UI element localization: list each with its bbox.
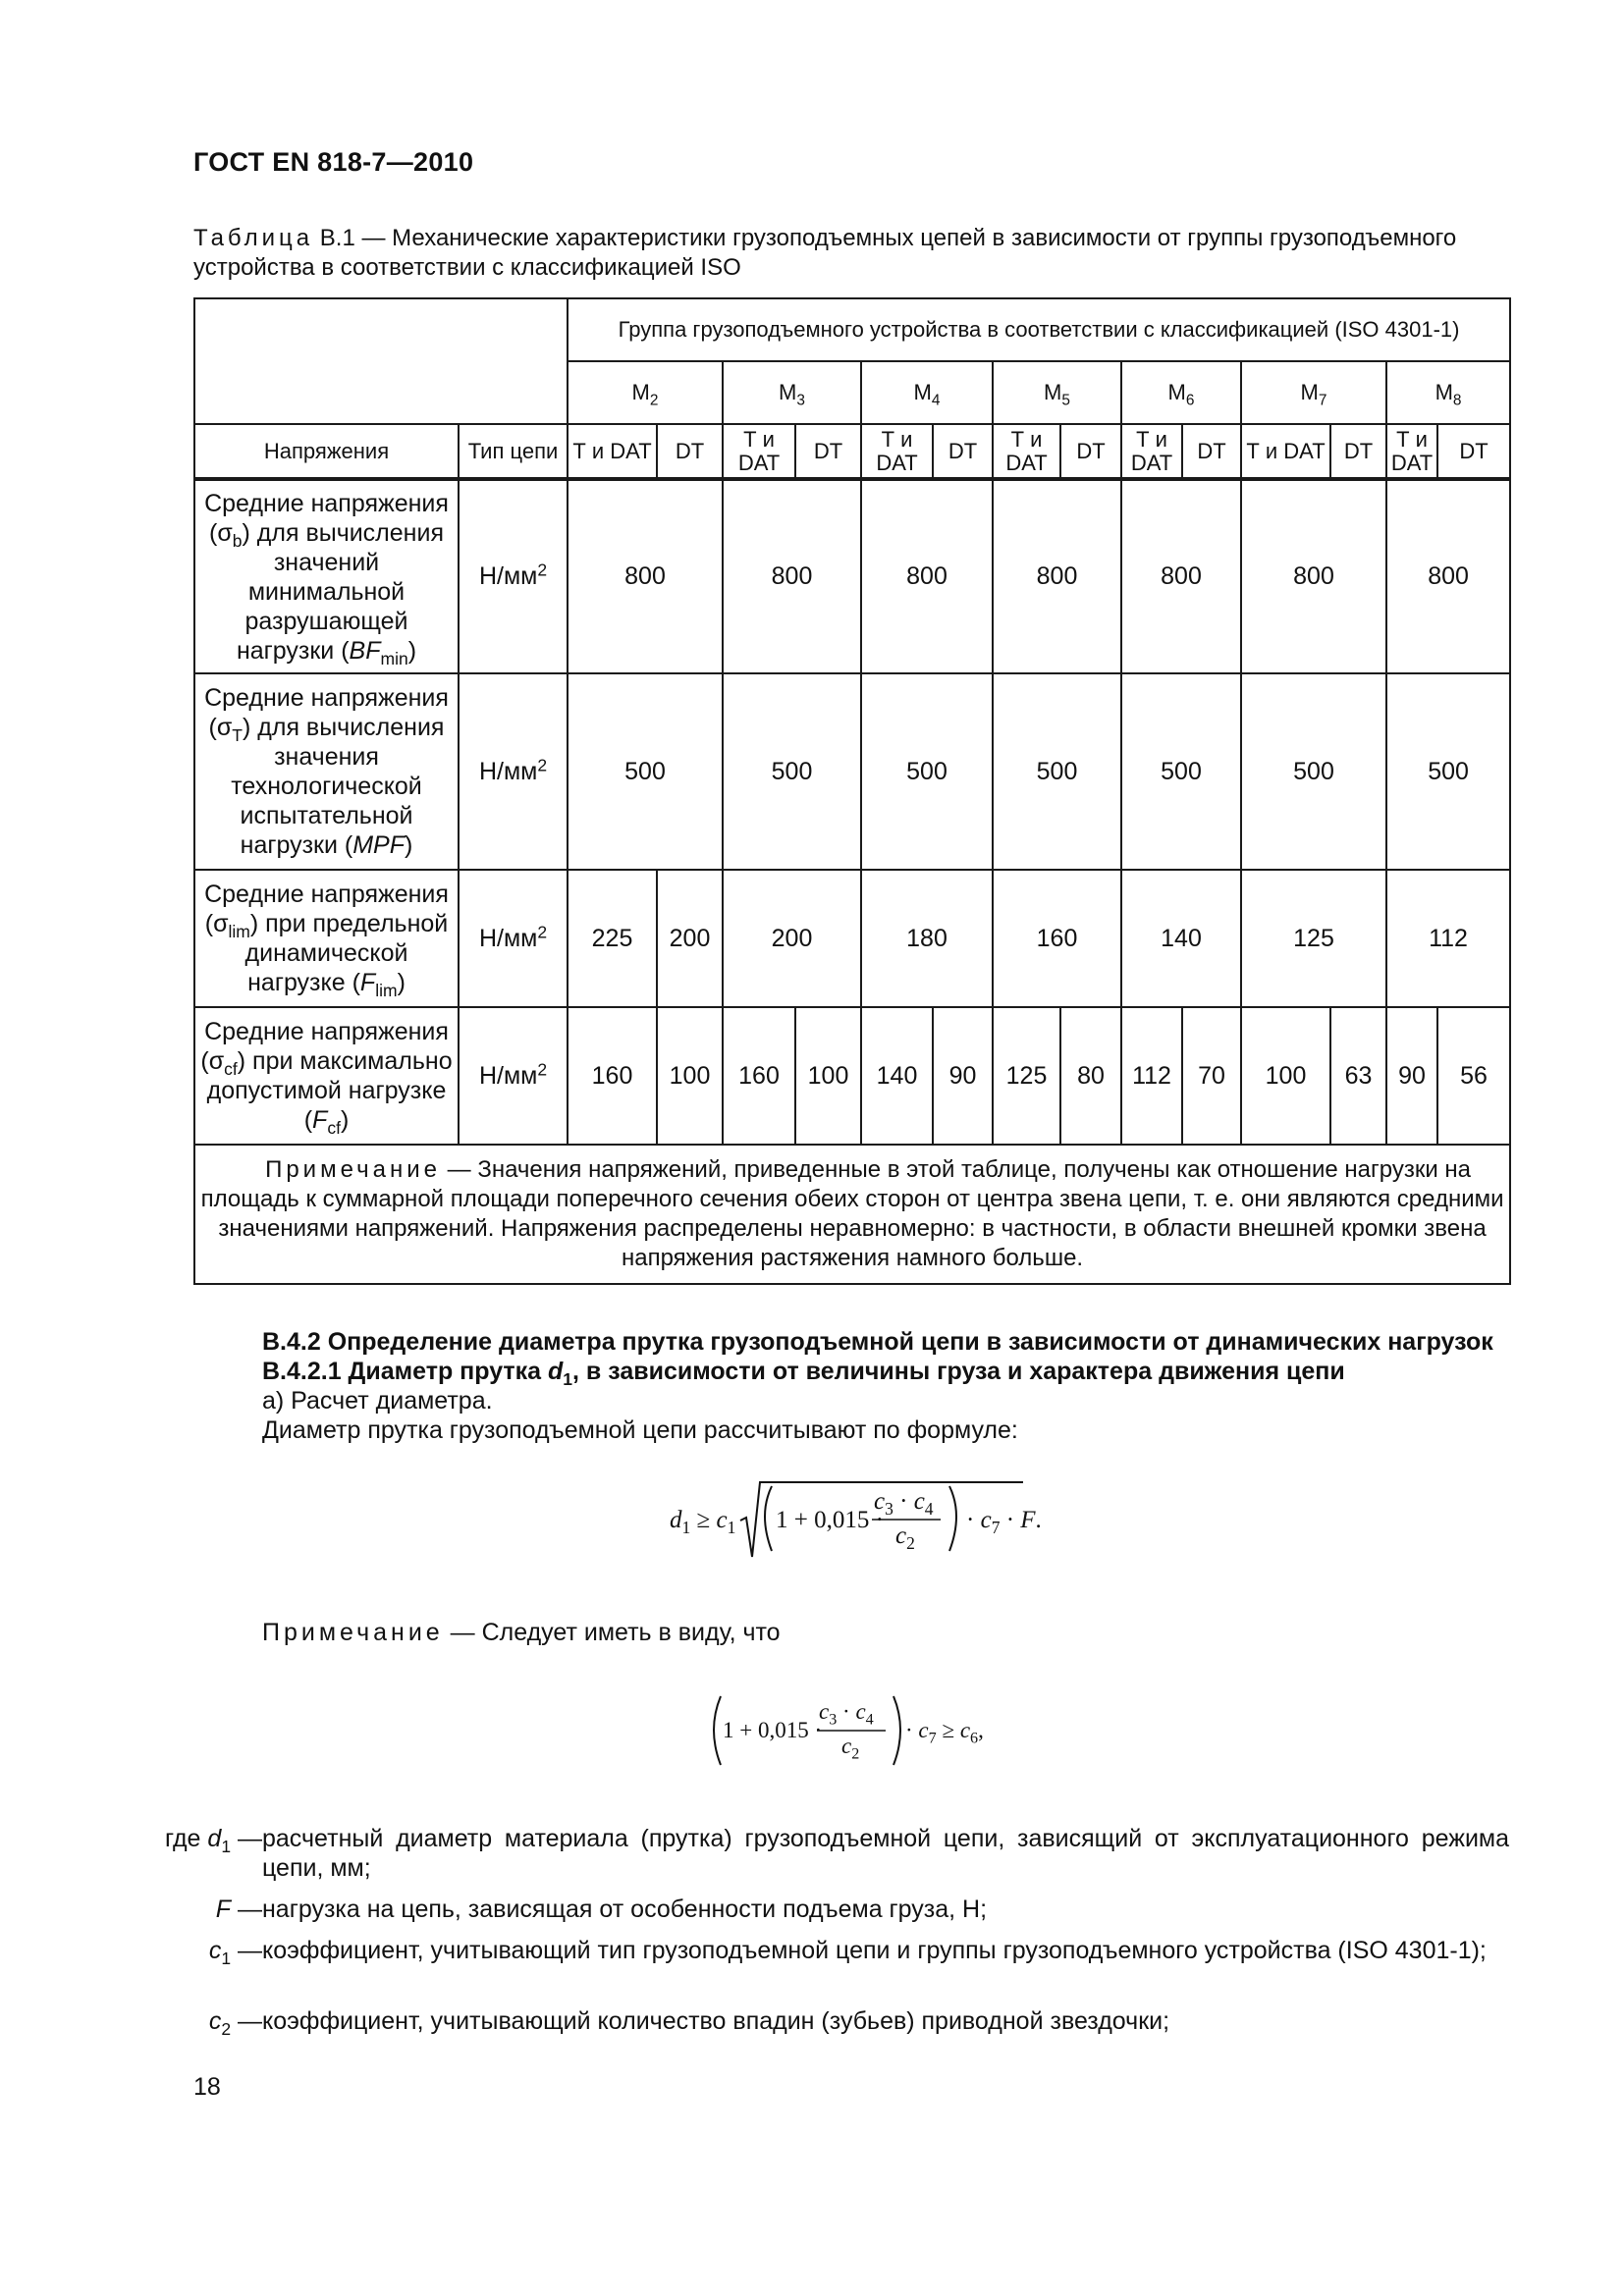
value-cell: 125 — [1241, 870, 1386, 1007]
stress-text: Средние напряжения (σ — [204, 684, 449, 741]
unit-cell — [459, 479, 568, 673]
stress-text: Средние напряжения (σ — [204, 881, 449, 937]
stress-text: ) — [397, 969, 406, 996]
stress-sub: cf — [224, 1059, 238, 1080]
dot-op: · — [842, 1699, 850, 1724]
stress-desc-mpf — [194, 673, 459, 870]
value-cell: 80 — [1060, 1007, 1121, 1145]
stress-table — [193, 297, 1511, 1285]
symbol-sub: 4 — [865, 1711, 874, 1729]
item-a: а) Расчет диаметра. — [262, 1387, 493, 1415]
group-m6 — [1121, 361, 1241, 424]
ge-sign: ≥ — [696, 1507, 711, 1533]
value-cell: 800 — [1386, 479, 1510, 673]
unit-text: Н/мм — [478, 924, 538, 952]
stress-symbol: F — [359, 969, 376, 996]
formula-numerator — [874, 1488, 934, 1520]
stress-desc-bf-min — [194, 479, 459, 673]
subhead-tdat: Т и DAT — [1241, 424, 1330, 479]
value-cell: 500 — [1121, 673, 1241, 870]
value-cell: 200 — [723, 870, 861, 1007]
definition-text: коэффициент, учитывающий тип грузоподъемной цепи и группы грузоподъемного устройства (ISO 4301-1); — [262, 1937, 1487, 1964]
definitions-list — [164, 1824, 1509, 2050]
group-index: 4 — [931, 392, 941, 409]
value-cell: 800 — [723, 479, 861, 673]
symbol: c — [208, 1937, 222, 1964]
formula-condition — [709, 1692, 1003, 1771]
group-index: 5 — [1061, 392, 1070, 409]
stress-text: ) — [407, 636, 417, 665]
symbol-c: c — [841, 1734, 852, 1758]
heading-symbol-sub: 1 — [563, 1369, 573, 1390]
symbol-c: c — [895, 1522, 907, 1549]
value-cell: 56 — [1437, 1007, 1510, 1145]
where-word: где — [164, 1825, 201, 1852]
group-index: 6 — [1185, 392, 1195, 409]
table-title: — Механические характеристики грузоподъемных цепей в зависимости от группы грузоподъемного устройства в соответствии с классификацией ISO — [193, 225, 1457, 281]
definition-symbol — [208, 2006, 262, 2040]
unit-cell — [459, 870, 568, 1007]
value-cell: 125 — [993, 1007, 1060, 1145]
stress-symbol-sub: lim — [375, 981, 398, 1001]
formula-tail — [966, 1507, 1042, 1538]
table-note-text: — Значения напряжений, приведенные в этой таблице, получены как отношение нагрузки на площадь к суммарной площади поперечного сечения обеих сторон от центра звена цепи, т. е. они являются средними значениями напряжений. Напряжения распределены неравномерно: в частности, в области внешней кромки звена напряжения растяжения намного больше. — [200, 1156, 1504, 1271]
stress-symbol: MPF — [352, 831, 406, 859]
comma: , — [978, 1718, 984, 1742]
formula-numerator — [819, 1699, 874, 1729]
unit-power: 2 — [537, 1058, 548, 1079]
value-cell: 100 — [657, 1007, 723, 1145]
symbol-sub: 3 — [829, 1711, 838, 1729]
stress-symbol-sub: min — [380, 648, 408, 668]
dash: — — [238, 1896, 262, 1923]
symbol-sub: 4 — [924, 1499, 934, 1520]
table-label: Таблица — [193, 225, 314, 251]
value-cell: 90 — [933, 1007, 993, 1145]
table-corner-cell — [194, 298, 568, 424]
dot-op: · — [966, 1507, 975, 1533]
subhead-tdat: Т и DAT — [993, 424, 1060, 479]
table-note — [194, 1145, 1510, 1284]
value-cell: 225 — [568, 870, 657, 1007]
group-prefix: M — [631, 380, 650, 404]
stress-text: ) при максимально допустимой нагрузке ( — [206, 1047, 453, 1134]
formula-tail — [905, 1718, 984, 1747]
value-cell: 112 — [1386, 870, 1510, 1007]
document-header: ГОСТ EN 818-7—2010 — [193, 147, 474, 177]
symbol-sub: 3 — [885, 1499, 893, 1520]
definition-text: нагрузка на цепь, зависящая от особенности подъема груза, Н; — [262, 1896, 988, 1923]
symbol-sub: 2 — [221, 2019, 232, 2040]
subhead-dt: DT — [933, 424, 993, 479]
page-number: 18 — [193, 2073, 221, 2101]
unit-text: Н/мм — [478, 1061, 538, 1090]
group-prefix: M — [1044, 380, 1062, 404]
stress-desc-f-lim — [194, 870, 459, 1007]
stress-text: Средние напряжения (σ — [204, 489, 449, 547]
subhead-dt: DT — [657, 424, 723, 479]
value-cell: 500 — [1386, 673, 1510, 870]
formula-lhs — [670, 1507, 736, 1538]
symbol-c: c — [980, 1507, 992, 1533]
symbol-sub: 1 — [221, 1837, 232, 1857]
value-cell: 800 — [1121, 479, 1241, 673]
symbol-c: c — [819, 1699, 830, 1724]
stress-desc-f-cf — [194, 1007, 459, 1145]
note2-label: Примечание — [262, 1619, 444, 1646]
symbol-c: c — [716, 1507, 728, 1533]
unit-power: 2 — [537, 754, 548, 774]
value-cell: 63 — [1330, 1007, 1386, 1145]
stress-symbol-sub: cf — [327, 1118, 341, 1139]
unit-cell — [459, 1007, 568, 1145]
value-cell: 800 — [568, 479, 723, 673]
heading-symbol: d — [548, 1358, 564, 1385]
group-m7 — [1241, 361, 1386, 424]
value-cell: 140 — [1121, 870, 1241, 1007]
value-cell: 200 — [657, 870, 723, 1007]
unit-cell — [459, 673, 568, 870]
subhead-dt: DT — [1060, 424, 1121, 479]
group-m3 — [723, 361, 861, 424]
symbol-sub: 2 — [851, 1745, 860, 1763]
symbol: c — [208, 2007, 222, 2035]
unit-text: Н/мм — [478, 757, 538, 785]
symbol-c: c — [874, 1488, 886, 1515]
group-prefix: M — [779, 380, 797, 404]
symbol-sub: 7 — [991, 1518, 1001, 1538]
unit-power: 2 — [537, 560, 548, 580]
value-cell: 112 — [1121, 1007, 1182, 1145]
symbol-d: d — [670, 1507, 682, 1533]
stress-text: ) — [340, 1106, 350, 1134]
group-m4 — [861, 361, 993, 424]
symbol-c: c — [855, 1699, 866, 1724]
definition-symbol — [208, 1936, 262, 1969]
group-m8 — [1386, 361, 1510, 424]
definition-symbol — [164, 1824, 262, 1857]
symbol-c: c — [959, 1718, 971, 1742]
subhead-tdat: Т и DAT — [861, 424, 933, 479]
formula-denominator — [895, 1522, 915, 1554]
formula-inner: 1 + 0,015 · — [776, 1507, 884, 1533]
symbol: F — [215, 1896, 232, 1923]
subhead-dt: DT — [1330, 424, 1386, 479]
group-index: 3 — [796, 392, 805, 409]
table-note-label: Примечание — [265, 1156, 441, 1183]
section-b42-heading: В.4.2 Определение диаметра прутка грузоподъемной цепи в зависимости от динамических нагрузок — [262, 1328, 1493, 1356]
symbol-c: c — [913, 1488, 925, 1515]
value-cell: 180 — [861, 870, 993, 1007]
group-prefix: M — [1167, 380, 1186, 404]
stress-sub: lim — [228, 922, 250, 942]
symbol-sub: 1 — [727, 1518, 736, 1538]
value-cell: 500 — [1241, 673, 1386, 870]
subhead-dt: DT — [1437, 424, 1510, 479]
table-caption — [193, 224, 1509, 283]
definition-symbol — [216, 1895, 262, 1924]
symbol: d — [207, 1825, 222, 1852]
ge-sign: ≥ — [942, 1718, 955, 1742]
group-prefix: M — [1300, 380, 1319, 404]
unit-text: Н/мм — [478, 562, 538, 590]
value-cell: 160 — [568, 1007, 657, 1145]
symbol-f: F — [1020, 1507, 1036, 1533]
stress-text: ) — [405, 831, 413, 859]
note2 — [262, 1618, 781, 1647]
subhead-dt: DT — [795, 424, 861, 479]
symbol-sub: 6 — [970, 1730, 979, 1747]
dash: — — [238, 1937, 262, 1964]
formula-diameter — [668, 1470, 1041, 1561]
symbol-c: c — [918, 1718, 929, 1742]
value-cell: 70 — [1182, 1007, 1241, 1145]
subhead-tdat: Т и DAT — [1121, 424, 1182, 479]
dot-op: · — [1005, 1507, 1015, 1533]
stress-symbol: BF — [349, 636, 381, 665]
definition-text: расчетный диаметр материала (прутка) грузоподъемной цепи, зависящий от эксплуатационного режима цепи, мм; — [262, 1825, 1509, 1882]
group-m2 — [568, 361, 723, 424]
symbol-sub: 1 — [221, 1949, 232, 1969]
value-cell: 500 — [861, 673, 993, 870]
formula-inner: 1 + 0,015 · — [723, 1718, 823, 1742]
value-cell: 800 — [1241, 479, 1386, 673]
value-cell: 100 — [795, 1007, 861, 1145]
stress-text: ) при предельной динамической нагрузке ( — [244, 910, 449, 996]
group-prefix: M — [1435, 380, 1453, 404]
note2-text: — Следует иметь в виду, что — [443, 1619, 781, 1646]
value-cell: 500 — [568, 673, 723, 870]
subhead-tdat: Т и DAT — [568, 424, 657, 479]
value-cell: 500 — [993, 673, 1121, 870]
subhead-dt: DT — [1182, 424, 1241, 479]
value-cell: 800 — [861, 479, 993, 673]
formula-denominator — [841, 1734, 860, 1763]
heading-text: В.4.2.1 Диаметр прутка — [262, 1358, 549, 1385]
value-cell: 160 — [993, 870, 1121, 1007]
unit-power: 2 — [537, 921, 548, 941]
group-prefix: M — [913, 380, 932, 404]
symbol-sub: 7 — [928, 1730, 937, 1747]
value-cell: 100 — [1241, 1007, 1330, 1145]
group-index: 8 — [1452, 392, 1462, 409]
group-index: 2 — [649, 392, 659, 409]
definition-text: коэффициент, учитывающий количество впадин (зубьев) приводной звездочки; — [262, 2007, 1170, 2035]
group-header: Группа грузоподъемного устройства в соответствии с классификацией (ISO 4301-1) — [568, 298, 1510, 361]
stress-sub: T — [232, 725, 243, 746]
dot-op: · — [899, 1488, 908, 1515]
dash: — — [238, 2007, 262, 2035]
group-index: 7 — [1318, 392, 1327, 409]
stress-text: Средние напряжения (σ — [200, 1018, 449, 1075]
stress-symbol: F — [312, 1106, 328, 1134]
symbol-sub: 2 — [906, 1533, 915, 1554]
stress-text: ) для вычисления значения технологической испытательной нагрузки ( — [231, 714, 445, 859]
value-cell: 140 — [861, 1007, 933, 1145]
subhead-tdat: Т и DAT — [723, 424, 795, 479]
stress-text: ) для вычисления значений минимальной разрушающей нагрузки ( — [236, 518, 444, 665]
heading-text: , в зависимости от величины груза и характера движения цепи — [572, 1358, 1345, 1385]
section-b421-heading — [262, 1357, 1509, 1390]
table-number: В.1 — [319, 225, 355, 251]
subhead-tdat: Т и DAT — [1386, 424, 1437, 479]
col-header-type: Тип цепи — [459, 424, 568, 479]
formula-intro: Диаметр прутка грузоподъемной цепи рассчитывают по формуле: — [262, 1416, 1018, 1444]
period: . — [1035, 1507, 1042, 1533]
dot-op: · — [905, 1718, 913, 1742]
dash: — — [238, 1825, 262, 1852]
value-cell: 90 — [1386, 1007, 1437, 1145]
value-cell: 800 — [993, 479, 1121, 673]
stress-sub: b — [232, 530, 243, 551]
symbol-sub: 1 — [681, 1518, 691, 1538]
value-cell: 160 — [723, 1007, 795, 1145]
group-m5 — [993, 361, 1121, 424]
value-cell: 500 — [723, 673, 861, 870]
col-header-stress: Напряжения — [194, 424, 459, 479]
